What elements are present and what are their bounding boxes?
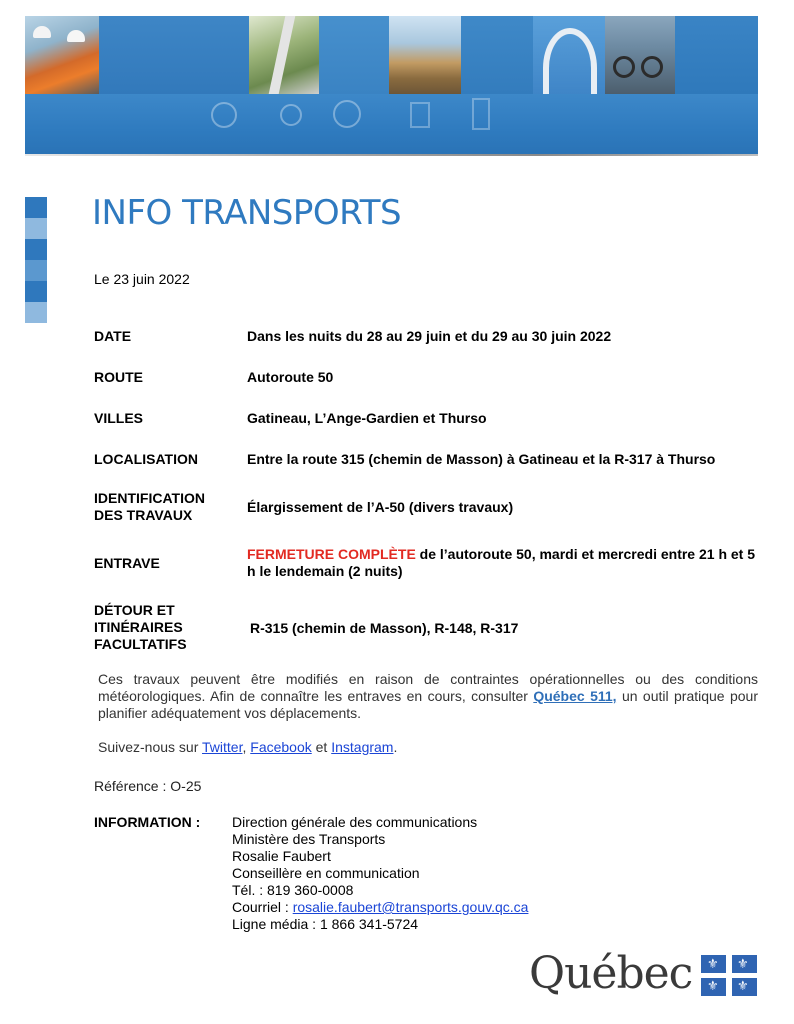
reference-code: Référence : O-25: [94, 778, 202, 794]
contact-line: Direction générale des communications: [232, 814, 478, 830]
banner-photo-strip: [25, 16, 758, 94]
instagram-link[interactable]: Instagram: [331, 739, 394, 755]
blue-panel-4: [675, 16, 758, 94]
email-link[interactable]: rosalie.faubert@transports.gouv.qc.ca: [292, 899, 529, 915]
page-title: INFO TRANSPORTS: [92, 193, 402, 233]
banner-icon-band: [25, 94, 758, 154]
row-label: LOCALISATION: [94, 451, 198, 467]
quebec-wordmark: Québec: [529, 948, 693, 999]
contact-block: [232, 814, 528, 933]
decorative-side-bar: [25, 197, 47, 323]
quebec-flag-icon: ⚜ ⚜ ⚜ ⚜: [701, 955, 757, 996]
row-value: Autoroute 50: [247, 369, 334, 385]
row-value: R-315 (chemin de Masson), R-148, R-317: [250, 620, 519, 636]
row-label: DÉTOUR ET ITINÉRAIRES FACULTATIFS: [94, 602, 187, 652]
row-label: IDENTIFICATION DES TRAVAUX: [94, 490, 205, 523]
closure-highlight: FERMETURE COMPLÈTE: [247, 546, 416, 562]
blue-panel-3: [461, 16, 533, 94]
row-label: ENTRAVE: [94, 555, 160, 571]
row-value: FERMETURE COMPLÈTE de l’autoroute 50, mardi et mercredi entre 21 h et 5 h le lendemain (2 nuits): [247, 546, 756, 579]
notice-paragraph: Ces travaux peuvent être modifiés en raison de contraintes opérationnelles ou des conditions météorologiques. Afin de connaître les entraves en cours, consulter Québec 511, un outil pratique pour planifier adéquatement vos déplacements.: [98, 671, 758, 721]
contact-line: Ligne média : 1 866 341-5724: [232, 916, 419, 932]
row-value: Entre la route 315 (chemin de Masson) à Gatineau et la R-317 à Thurso: [247, 451, 716, 467]
header-banner: [25, 16, 758, 156]
row-value: Gatineau, L’Ange-Gardien et Thurso: [247, 410, 487, 426]
bridge-arch-photo: [533, 16, 605, 94]
row-value: Élargissement de l’A-50 (divers travaux): [247, 499, 514, 515]
contact-line: Rosalie Faubert: [232, 848, 331, 864]
blue-panel-2: [319, 16, 389, 94]
ghost-sign-icon: [410, 102, 430, 128]
social-follow: Suivez-nous sur Twitter, Facebook et Instagram.: [98, 739, 398, 755]
port-photo: [389, 16, 461, 94]
information-label: INFORMATION :: [94, 814, 201, 830]
row-label: VILLES: [94, 410, 144, 426]
facebook-link[interactable]: Facebook: [250, 739, 312, 755]
banner-divider: [25, 154, 758, 156]
ghost-circle-icon: [280, 104, 302, 126]
publication-date: Le 23 juin 2022: [94, 271, 190, 287]
contact-email-line: Courriel : rosalie.faubert@transports.gouv.qc.ca: [232, 899, 529, 915]
bridge-blue-panel: [99, 16, 249, 94]
quebec-511-link[interactable]: Québec 511,: [533, 688, 617, 704]
row-value: Dans les nuits du 28 au 29 juin et du 29 au 30 juin 2022: [247, 328, 612, 344]
workers-photo: [25, 16, 99, 94]
contact-line: Ministère des Transports: [232, 831, 386, 847]
row-label: ROUTE: [94, 369, 143, 385]
contact-line: Conseillère en communication: [232, 865, 420, 881]
road-aerial-photo: [249, 16, 319, 94]
ghost-circle-icon: [333, 100, 361, 128]
quebec-logo: [529, 950, 759, 1006]
ghost-circle-icon: [211, 102, 237, 128]
row-label: DATE: [94, 328, 132, 344]
ghost-511-icon: [472, 98, 490, 130]
twitter-link[interactable]: Twitter: [202, 739, 243, 755]
contact-line: Tél. : 819 360-0008: [232, 882, 354, 898]
bus-bikes-photo: [605, 16, 675, 94]
